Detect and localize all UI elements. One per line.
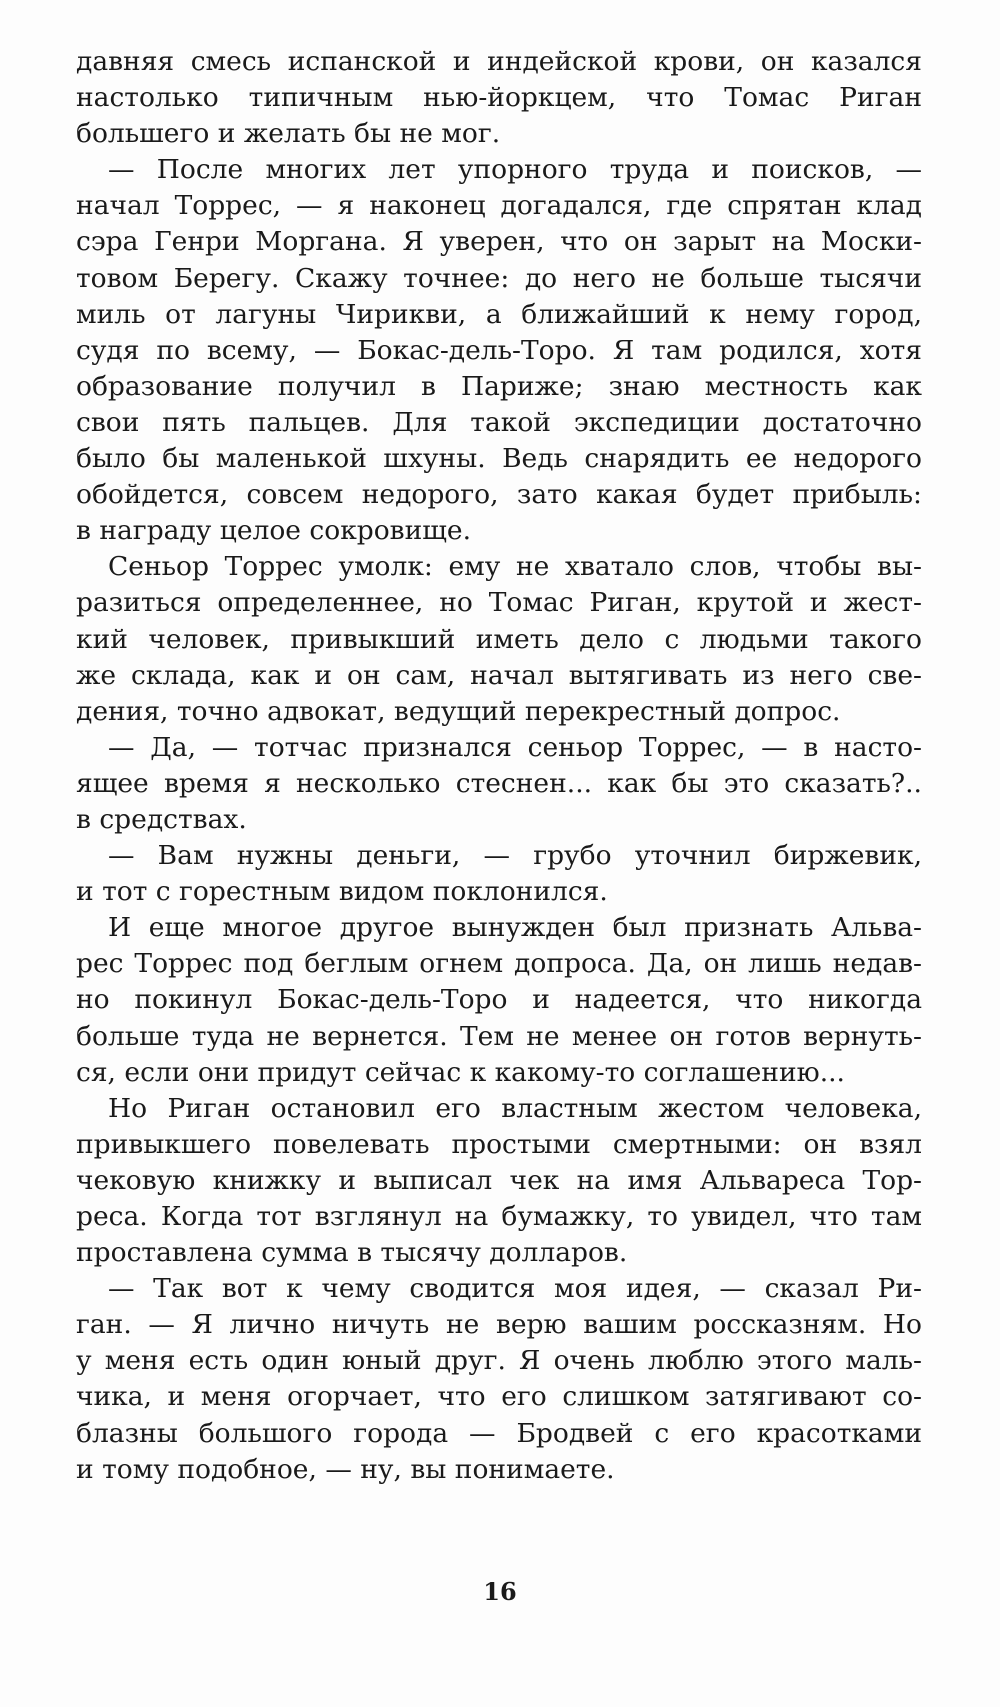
text-line: образование получил в Париже; знаю местность как (76, 370, 922, 402)
body-text (76, 44, 922, 1488)
text-line: настолько типичным нью-йоркцем, что Томас Риган (76, 82, 922, 114)
text-line: — После многих лет упорного труда и поисков, — (108, 154, 922, 186)
text-line: — Вам нужны деньги, — грубо уточнил биржевик, (108, 840, 922, 872)
text-line: сэра Генри Моргана. Я уверен, что он зарыт на Моски- (76, 226, 922, 258)
text-line: чика, и меня огорчает, что его слишком затягивают со- (76, 1381, 922, 1413)
text-line: обойдется, совсем недорого, зато какая будет прибыль: (76, 479, 922, 511)
text-line: но покинул Бокас-дель-Торо и надеется, что никогда (76, 984, 922, 1016)
text-line: кий человек, привыкший иметь дело с людьми такого (76, 623, 922, 655)
text-line: свои пять пальцев. Для такой экспедиции достаточно (76, 406, 922, 438)
text-line: блазны большого города — Бродвей с его красотками (76, 1417, 922, 1449)
text-line: миль от лагуны Чирикви, а ближайший к нему город, (76, 298, 922, 330)
text-line: ся, если они придут сейчас к какому-то соглашению... (76, 1056, 845, 1088)
text-line: Сеньор Торрес умолк: ему не хватало слов, чтобы вы- (108, 551, 922, 583)
text-line: реса. Когда тот взглянул на бумажку, то увидел, что там (76, 1201, 922, 1232)
text-line: рес Торрес под беглым огнем допроса. Да, он лишь недав- (76, 948, 922, 980)
text-line: И еще многое другое вынужден был признать Альва- (108, 912, 922, 944)
text-line: и тому подобное, — ну, вы понимаете. (76, 1453, 615, 1485)
text-line: ящее время я несколько стеснен... как бы это сказать?.. (76, 767, 922, 799)
text-line: дения, точно адвокат, ведущий перекрестный допрос. (76, 695, 841, 727)
text-line: чековую книжку и выписал чек на имя Альвареса Тор- (76, 1164, 922, 1196)
text-line: большего и желать бы не мог. (76, 118, 501, 150)
text-line: привыкшего повелевать простыми смертными: он взял (76, 1128, 922, 1160)
text-line: проставлена сумма в тысячу долларов. (76, 1237, 628, 1269)
text-line: у меня есть один юный друг. Я очень люблю этого маль- (76, 1345, 922, 1377)
text-line: и тот с горестным видом поклонился. (76, 876, 608, 908)
text-line: судя по всему, — Бокас-дель-Торо. Я там родился, хотя (76, 334, 922, 366)
text-line: давняя смесь испанской и индейской крови, он казался (76, 46, 922, 77)
text-line: ган. — Я лично ничуть не верю вашим россказням. Но (76, 1309, 922, 1341)
text-line: товом Берегу. Скажу точнее: до него не больше тысячи (76, 262, 922, 294)
text-line: больше туда не вернется. Тем не менее он готов вернуть- (76, 1020, 922, 1052)
text-line: было бы маленькой шхуны. Ведь снарядить ее недорого (76, 443, 922, 475)
text-line: начал Торрес, — я наконец догадался, где спрятан клад (76, 190, 922, 222)
text-line: в средствах. (76, 803, 247, 835)
text-line: в награду целое сокровище. (76, 515, 472, 547)
text-line: — Да, — тотчас признался сеньор Торрес, — в насто- (108, 731, 922, 763)
page-number: 16 (483, 1577, 517, 1606)
text-line: — Так вот к чему сводится моя идея, — сказал Ри- (108, 1273, 922, 1305)
text-line: разиться определеннее, но Томас Риган, крутой и жест- (76, 587, 922, 619)
text-line: же склада, как и он сам, начал вытягивать из него све- (76, 659, 922, 691)
text-line: Но Риган остановил его властным жестом человека, (108, 1092, 922, 1124)
